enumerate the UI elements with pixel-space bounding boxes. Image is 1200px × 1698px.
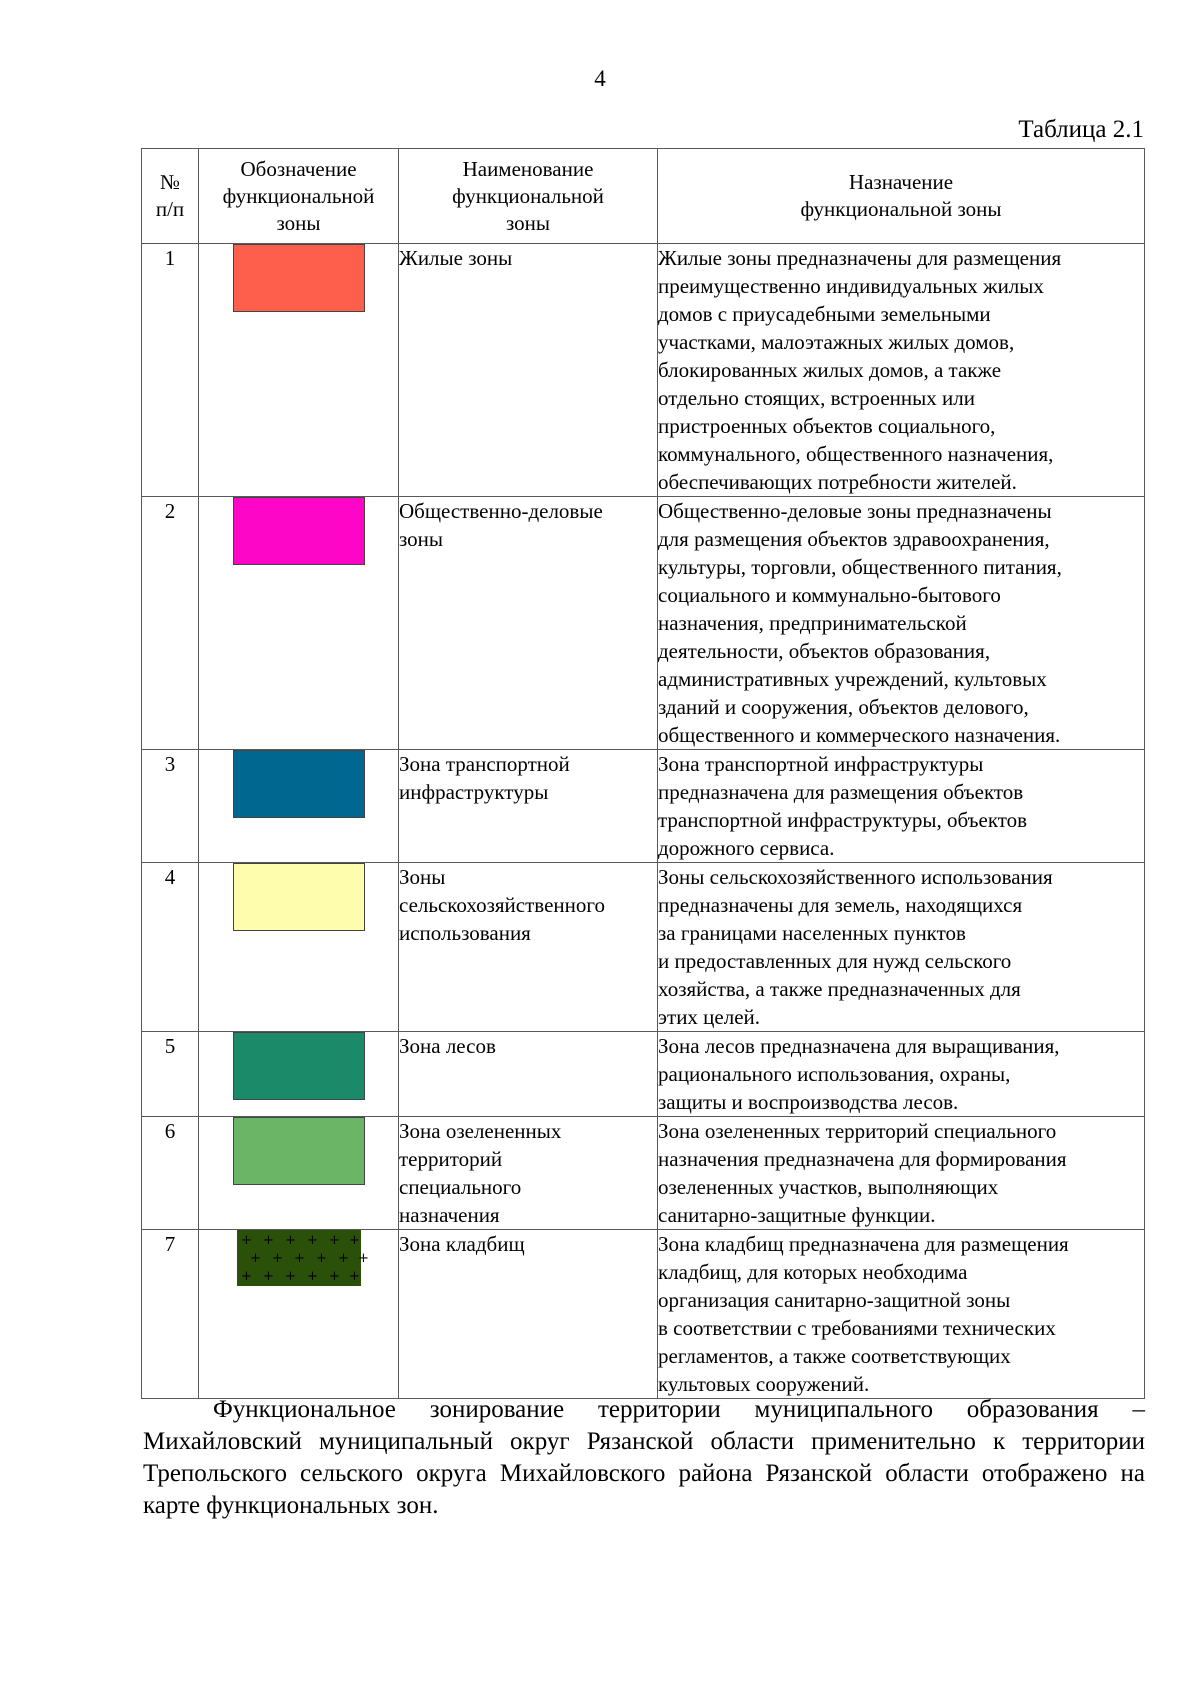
zone-name (399, 1230, 658, 1399)
header-line: функциональной (222, 183, 375, 208)
plus-pattern-mark: + (272, 1251, 283, 1266)
plus-pattern-mark: + (349, 1269, 360, 1284)
header-purpose (658, 149, 1145, 244)
plus-pattern-mark: + (307, 1269, 318, 1284)
row-number: 4 (142, 863, 199, 1032)
zone-color-swatch (237, 1230, 369, 1286)
zone-purpose-line: культуры, торговли, общественного питания, (658, 555, 1062, 579)
table-row (142, 497, 1145, 750)
plus-pattern-mark: + (316, 1251, 327, 1266)
zone-purpose-line: кладбищ, для которых необходима (658, 1260, 968, 1284)
zone-name (399, 244, 658, 497)
plus-pattern-mark: + (263, 1233, 274, 1248)
zone-name-line: сельскохозяйственного (399, 893, 605, 917)
zone-symbol-cell (199, 497, 399, 750)
table-body (142, 244, 1145, 1399)
page-number: 4 (594, 66, 606, 91)
zone-purpose-line: деятельности, объектов образования, (658, 639, 991, 663)
zone-purpose-line: назначения предназначена для формирования (658, 1147, 1067, 1171)
plus-pattern-mark: + (285, 1233, 296, 1248)
zone-purpose-line: и предоставленных для нужд сельского (658, 949, 1012, 973)
zone-purpose-line: в соответствии с требованиями технических (658, 1316, 1056, 1340)
zone-name-line: Зона кладбищ (399, 1232, 525, 1256)
header-line: № (159, 170, 181, 194)
table-row (142, 244, 1145, 497)
header-line: Обозначение (240, 156, 357, 181)
zone-purpose-line: дорожного сервиса. (658, 836, 835, 860)
table-row (142, 750, 1145, 863)
header-line: зоны (505, 210, 551, 235)
header-name (399, 149, 658, 244)
zone-purpose-line: регламентов, а также соответствующих (658, 1344, 1011, 1368)
zone-purpose (658, 1117, 1145, 1230)
zone-name (399, 750, 658, 863)
zone-purpose (658, 1230, 1145, 1399)
zone-purpose (658, 750, 1145, 863)
zone-purpose-line: предназначена для размещения объектов (658, 780, 1024, 804)
footer-paragraph (143, 1394, 1145, 1522)
zone-purpose-line: Зона кладбищ предназначена для размещения (658, 1232, 1069, 1256)
zone-purpose-line: общественного и коммерческого назначения. (658, 723, 1061, 747)
zone-purpose-line: этих целей. (658, 1005, 761, 1029)
zone-symbol-cell (199, 863, 399, 1032)
zone-purpose-line: хозяйства, а также предназначенных для (658, 977, 1021, 1001)
plus-pattern-mark: + (241, 1233, 252, 1248)
row-number: 7 (142, 1230, 199, 1399)
header-line: п/п (155, 197, 185, 221)
zone-name-line: Зоны (399, 865, 446, 889)
zone-symbol-cell (199, 1230, 399, 1399)
zone-name-line: специального (399, 1175, 522, 1199)
zone-purpose-line: преимущественно индивидуальных жилых (658, 274, 1044, 298)
zone-symbol-cell (199, 244, 399, 497)
zone-name-line: использования (399, 921, 531, 945)
zone-purpose-line: культовых сооружений. (658, 1372, 870, 1396)
zone-name-line: назначения (399, 1203, 500, 1227)
table-row (142, 1230, 1145, 1399)
zone-purpose-line: коммунального, общественного назначения, (658, 442, 1054, 466)
table-row (142, 1032, 1145, 1117)
plus-pattern-mark: + (285, 1269, 296, 1284)
plus-pattern-mark: + (241, 1269, 252, 1284)
row-number: 2 (142, 497, 199, 750)
zone-purpose-line: санитарно-защитные функции. (658, 1203, 936, 1227)
zone-purpose-line: Зоны сельскохозяйственного использования (658, 865, 1053, 889)
header-line: Назначение (848, 170, 954, 194)
plus-pattern-mark: + (294, 1251, 305, 1266)
zone-purpose-line: защиты и воспроизводства лесов. (658, 1090, 959, 1114)
plus-pattern-mark: + (329, 1233, 340, 1248)
table-row (142, 1117, 1145, 1230)
zone-color-swatch (233, 750, 365, 818)
zone-purpose-line: за границами населенных пунктов (658, 921, 966, 945)
zone-purpose-line: Зона лесов предназначена для выращивания, (658, 1034, 1060, 1058)
header-line: зоны (276, 210, 321, 235)
zone-color-swatch (233, 1117, 365, 1185)
zone-purpose-line: домов с приусадебными земельными (658, 302, 991, 326)
zone-name (399, 863, 658, 1032)
zone-purpose-line: предназначены для земель, находящихся (658, 893, 1023, 917)
zone-purpose-line: назначения, предпринимательской (658, 611, 967, 635)
zone-purpose-line: организация санитарно-защитной зоны (658, 1288, 1011, 1312)
functional-zones-table (141, 148, 1145, 1399)
zone-name-line: зоны (399, 527, 444, 551)
zone-name-line: Общественно-деловые (399, 499, 603, 523)
zone-color-swatch (233, 497, 365, 565)
zone-purpose-line: административных учреждений, культовых (658, 667, 1047, 691)
zone-symbol-cell (199, 1117, 399, 1230)
zone-name-line: территорий (399, 1147, 503, 1171)
zone-color-swatch (233, 863, 365, 931)
zone-purpose-line: социального и коммунально-бытового (658, 583, 1001, 607)
table-header-row (142, 149, 1145, 244)
table-caption: Таблица 2.1 (1018, 116, 1144, 143)
zone-symbol-cell (199, 1032, 399, 1117)
plus-pattern-mark: + (358, 1251, 369, 1266)
zone-purpose-line: обеспечивающих потребности жителей. (658, 470, 1017, 494)
plus-pattern-mark: + (329, 1269, 340, 1284)
zone-name (399, 1117, 658, 1230)
zone-purpose (658, 244, 1145, 497)
header-line: функциональной зоны (800, 197, 1002, 221)
zone-purpose-line: отдельно стоящих, встроенных или (658, 386, 975, 410)
row-number: 5 (142, 1032, 199, 1117)
plus-pattern-mark: + (338, 1251, 349, 1266)
plus-pattern-mark: + (250, 1251, 261, 1266)
zone-purpose-line: рационального использования, охраны, (658, 1062, 1011, 1086)
plus-pattern-mark: + (349, 1233, 360, 1248)
zone-purpose-line: для размещения объектов здравоохранения, (658, 527, 1050, 551)
zone-name-line: Зона озелененных (399, 1119, 562, 1143)
header-symbol (199, 149, 399, 244)
zone-color-swatch (233, 244, 365, 312)
zone-name-line: инфраструктуры (399, 780, 549, 804)
plus-pattern-mark: + (307, 1233, 318, 1248)
row-number: 3 (142, 750, 199, 863)
zone-purpose-line: пристроенных объектов социального, (658, 414, 996, 438)
zone-purpose-line: транспортной инфраструктуры, объектов (658, 808, 1028, 832)
zone-purpose-line: озелененных участков, выполняющих (658, 1175, 999, 1199)
zone-purpose-line: блокированных жилых домов, а также (658, 358, 1002, 382)
row-number: 6 (142, 1117, 199, 1230)
zone-purpose-line: Зона транспортной инфраструктуры (658, 752, 984, 776)
header-num (142, 149, 199, 244)
zone-name-line: Зона транспортной (399, 752, 570, 776)
zone-purpose (658, 1032, 1145, 1117)
plus-pattern-mark: + (263, 1269, 274, 1284)
zone-color-swatch (233, 1032, 365, 1100)
header-line: функциональной (452, 183, 604, 208)
header-line: Наименование (462, 156, 594, 181)
zone-name-line: Жилые зоны (399, 246, 513, 270)
zone-name (399, 1032, 658, 1117)
zone-purpose-line: Общественно-деловые зоны предназначены (658, 499, 1052, 523)
zone-purpose-line: зданий и сооружения, объектов делового, (658, 695, 1029, 719)
footer-text: Функциональное зонирование территории муниципального образования – Михайловский муниципальный округ Рязанской области применительно к территории Трепольского сельского округа Михайловского района Рязанской области отображено на карте функциональных зон. (143, 1396, 1145, 1519)
zone-symbol-cell (199, 750, 399, 863)
row-number: 1 (142, 244, 199, 497)
zone-purpose (658, 863, 1145, 1032)
zone-name (399, 497, 658, 750)
table-row (142, 863, 1145, 1032)
zone-name-line: Зона лесов (399, 1034, 496, 1058)
zone-purpose-line: Жилые зоны предназначены для размещения (658, 246, 1062, 270)
zone-purpose-line: участками, малоэтажных жилых домов, (658, 330, 1015, 354)
zone-purpose (658, 497, 1145, 750)
zone-purpose-line: Зона озелененных территорий специального (658, 1119, 1057, 1143)
